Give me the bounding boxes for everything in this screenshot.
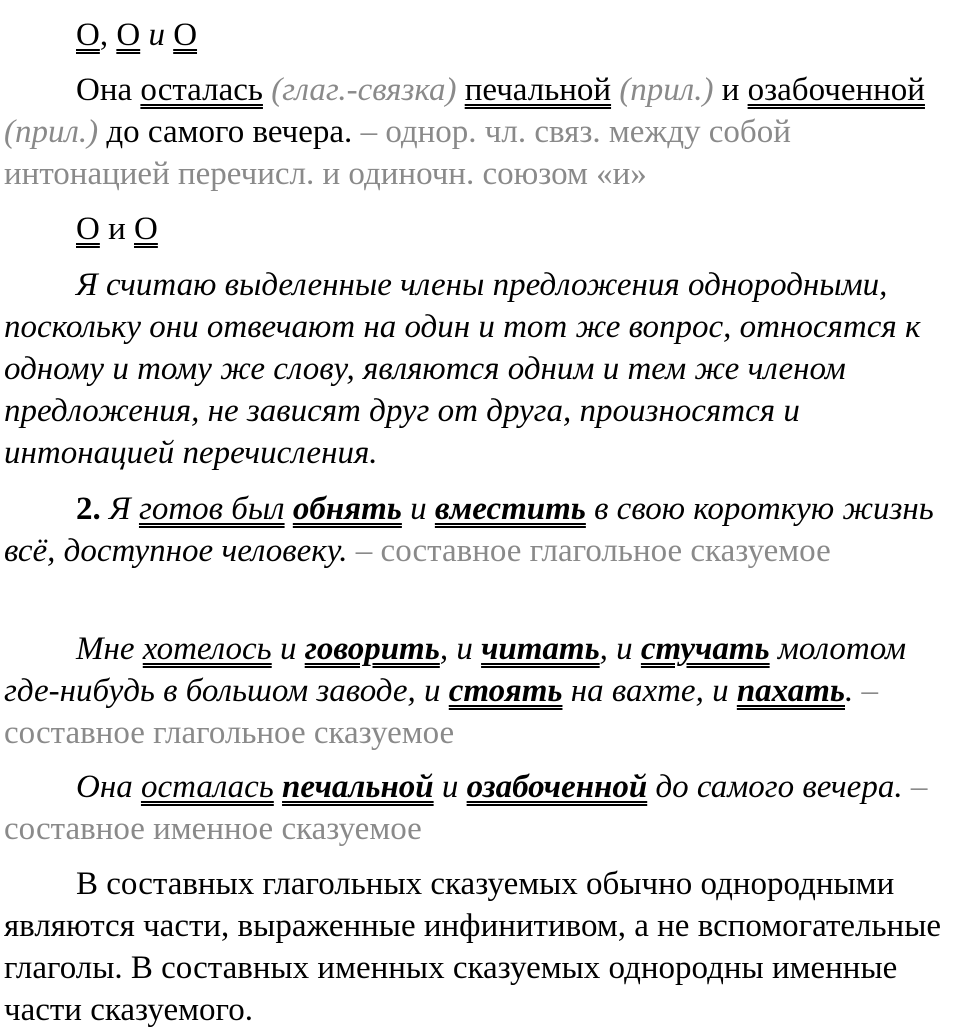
scheme-symbol: О	[116, 17, 141, 53]
scheme-symbol: О	[134, 211, 158, 247]
scheme-conjunction: и	[99, 211, 135, 247]
scheme-symbol: О	[173, 17, 198, 53]
text-run: Она	[76, 72, 141, 108]
homogeneous-predicate: вместить	[434, 491, 586, 527]
paragraph-task-2	[4, 488, 954, 572]
text-run: до самого вечера.	[647, 769, 903, 805]
text-run: и	[271, 631, 305, 667]
homogeneous-predicate: стоять	[448, 673, 563, 709]
predicate-word: печальной	[464, 72, 612, 108]
predicate-word: осталась	[140, 72, 263, 108]
text-run: Я	[100, 491, 139, 527]
homogeneous-predicate: читать	[481, 631, 600, 667]
paragraph-scheme-2	[4, 208, 954, 250]
comment-note: – составное глагольное сказуемое	[4, 673, 878, 751]
task-number: 2.	[76, 491, 101, 527]
text-run: молотом где-нибудь в большом заводе, и	[4, 631, 907, 709]
grammar-note: (прил.)	[4, 114, 99, 150]
homogeneous-predicate: говорить	[304, 631, 440, 667]
grammar-note: (глаг.-связка)	[262, 72, 465, 108]
paragraph-explanation: Я считаю выделенные члены предложения однородными, поскольку они отвечают на один и тот же вопрос, относятся к одному и тому же слову, являются одним и тем же членом предложения, не зависят друг от друга, произносятся и интонацией перечисления.	[4, 267, 921, 471]
homogeneous-predicate: печальной	[282, 769, 434, 805]
paragraph-scheme-1	[4, 14, 954, 56]
homogeneous-predicate: озабоченной	[466, 769, 648, 805]
homogeneous-predicate: обнять	[292, 491, 402, 527]
scheme-symbol: О	[76, 17, 100, 53]
comment-note: – однор. чл. связ. между собой интонацией перечисл. и одиночн. союзом «и»	[4, 114, 791, 192]
scheme-conjunction: и	[140, 17, 174, 53]
text-run: .	[845, 673, 854, 709]
homogeneous-predicate: стучать	[640, 631, 770, 667]
text-run: и	[433, 769, 467, 805]
text-run: на вахте, и	[562, 673, 737, 709]
comment-note: – составное именное сказуемое	[4, 769, 928, 847]
homogeneous-predicate: пахать	[736, 673, 845, 709]
text-run: Мне	[76, 631, 143, 667]
predicate-word: озабоченной	[747, 72, 925, 108]
predicate-word: готов был	[138, 491, 285, 527]
scheme-symbol: О	[76, 211, 100, 247]
paragraph-example-nominal	[4, 766, 954, 850]
paragraph-example-verbal	[4, 628, 954, 754]
text-run: в свою короткую жизнь всё, доступное человеку.	[4, 491, 934, 569]
text-run: , и	[599, 631, 641, 667]
paragraph-conclusion: В составных глагольных сказуемых обычно однородными являются части, выраженные инфинитивом, а не вспомогательные глаголы. В составных именных сказуемых однородны именные части сказуемого.	[4, 866, 942, 1028]
scheme-separator: ,	[99, 17, 117, 53]
text-run: и	[713, 72, 748, 108]
text-run	[274, 769, 282, 805]
grammar-note: (прил.)	[611, 72, 714, 108]
text-run: до самого вечера.	[98, 114, 353, 150]
text-run: Она	[76, 769, 141, 805]
predicate-word: хотелось	[142, 631, 272, 667]
comment-note: – составное глагольное сказуемое	[347, 533, 831, 569]
predicate-word: осталась	[140, 769, 274, 805]
text-run	[285, 491, 293, 527]
paragraph-example-analysis	[4, 69, 954, 195]
text-run: и	[401, 491, 435, 527]
text-run: , и	[439, 631, 482, 667]
